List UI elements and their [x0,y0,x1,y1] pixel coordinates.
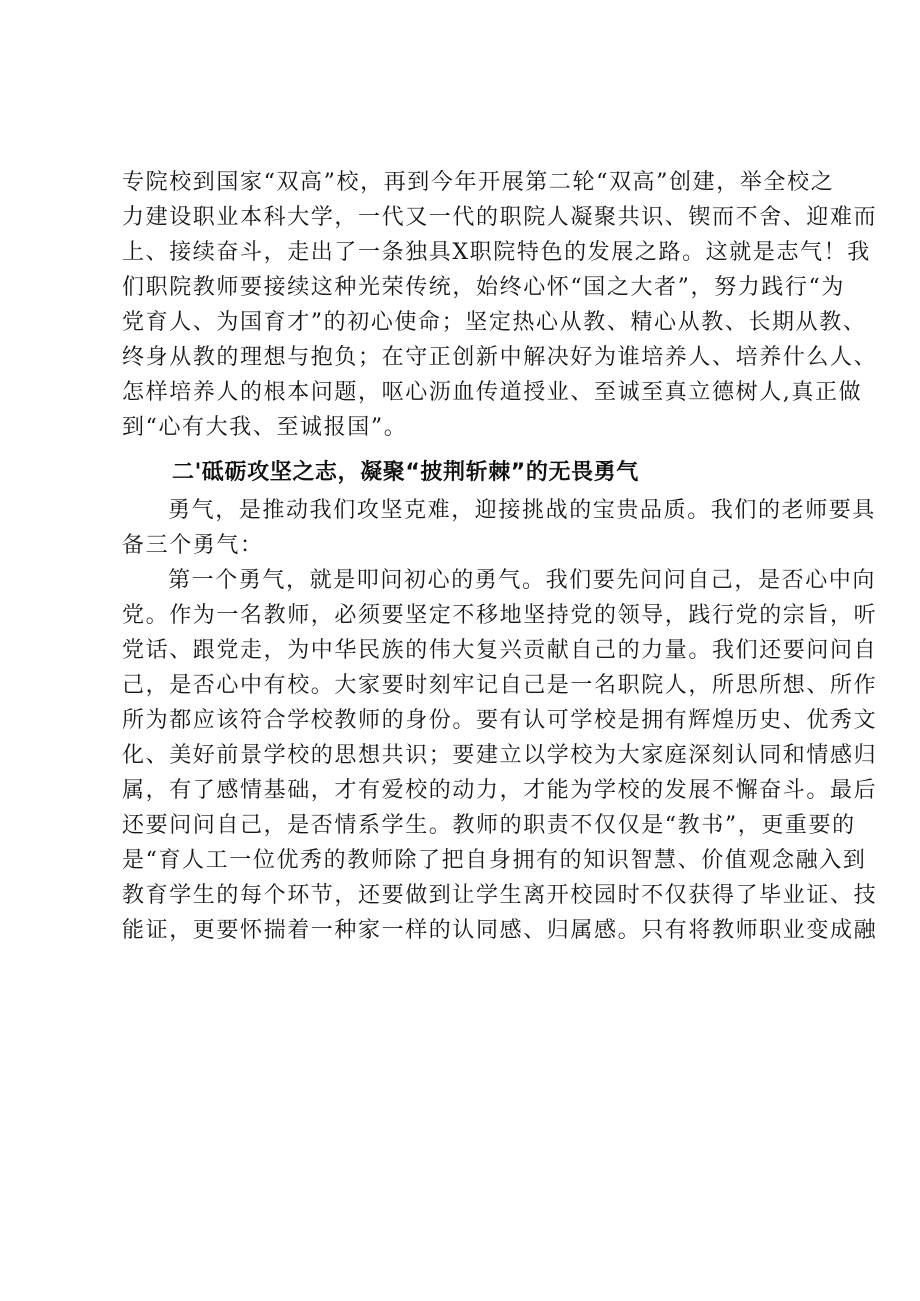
paragraph-line: 党话、跟党走，为中华民族的伟大复兴贡献自己的力量。我们还要问问自 [122,638,878,663]
paragraph-line: 是“育人工一位优秀的教师除了把自身拥有的知识智慧、价值观念融入到 [122,848,867,873]
paragraph-line: 能证，更要怀揣着一种家一样的认同感、归属感。只有将教师职业变成融 [122,918,878,943]
paragraph-2 [122,493,877,563]
paragraph-line: 第一个勇气，就是叩问初心的勇气。我们要先问问自己，是否心中向 [168,568,877,593]
document-body [122,165,878,948]
paragraph-line: 所为都应该符合学校教师的身份。要有认可学校是拥有辉煌历史、优秀文 [122,708,878,733]
paragraph-line: 党。作为一名教师，必须要坚定不移地坚持党的领导，践行党的宗旨，听 [122,603,878,628]
paragraph-line: 上、接续奋斗，走出了一条独具X职院特色的发展之路。这就是志气！我 [122,240,871,265]
paragraph-line: 属，有了感情基础，才有爱校的动力，才能为学校的发展不懈奋斗。最后 [122,778,878,803]
paragraph-line: 化、美好前景学校的思想共识；要建立以学校为大家庭深刻认同和情感归 [122,743,878,768]
paragraph-line: 专院校到国家“双高”校，再到今年开展第二轮“双高”创建，举全校之 [122,170,835,195]
paragraph-line: 己，是否心中有校。大家要时刻牢记自己是一名职院人，所思所想、所作 [122,673,878,698]
paragraph-3 [122,563,878,948]
paragraph-line: 到“心有大我、至诚报国”。 [122,415,408,440]
paragraph-line: 力建设职业本科大学，一代又一代的职院人凝聚共识、锲而不舍、迎难而 [122,205,878,230]
paragraph-line: 们职院教师要接续这种光荣传统，始终心怀“国之大者”，努力践行“为 [122,275,845,300]
paragraph-line: 勇气，是推动我们攻坚克难，迎接挑战的宝贵品质。我们的老师要具 [168,498,877,523]
paragraph-line: 党育人、为国育才”的初心使命；坚定热心从教、精心从教、长期从教、 [122,310,867,335]
paragraph-line: 怎样培养人的根本问题，呕心沥血传道授业、至诚至真立德树人,真正做 [122,380,863,405]
paragraph-line: 教育学生的每个环节，还要做到让学生离开校园时不仅获得了毕业证、技 [122,883,878,908]
paragraph-1 [122,165,878,445]
paragraph-line: 终身从教的理想与抱负；在守正创新中解决好为谁培养人、培养什么人、 [122,345,878,370]
section-heading: 二'砥砺攻坚之志，凝聚“披荆斩棘”的无畏勇气 [172,460,639,485]
paragraph-line: 备三个勇气： [122,533,264,558]
paragraph-line: 还要问问自己，是否情系学生。教师的职责不仅仅是“教书”，更重要的 [122,813,856,838]
